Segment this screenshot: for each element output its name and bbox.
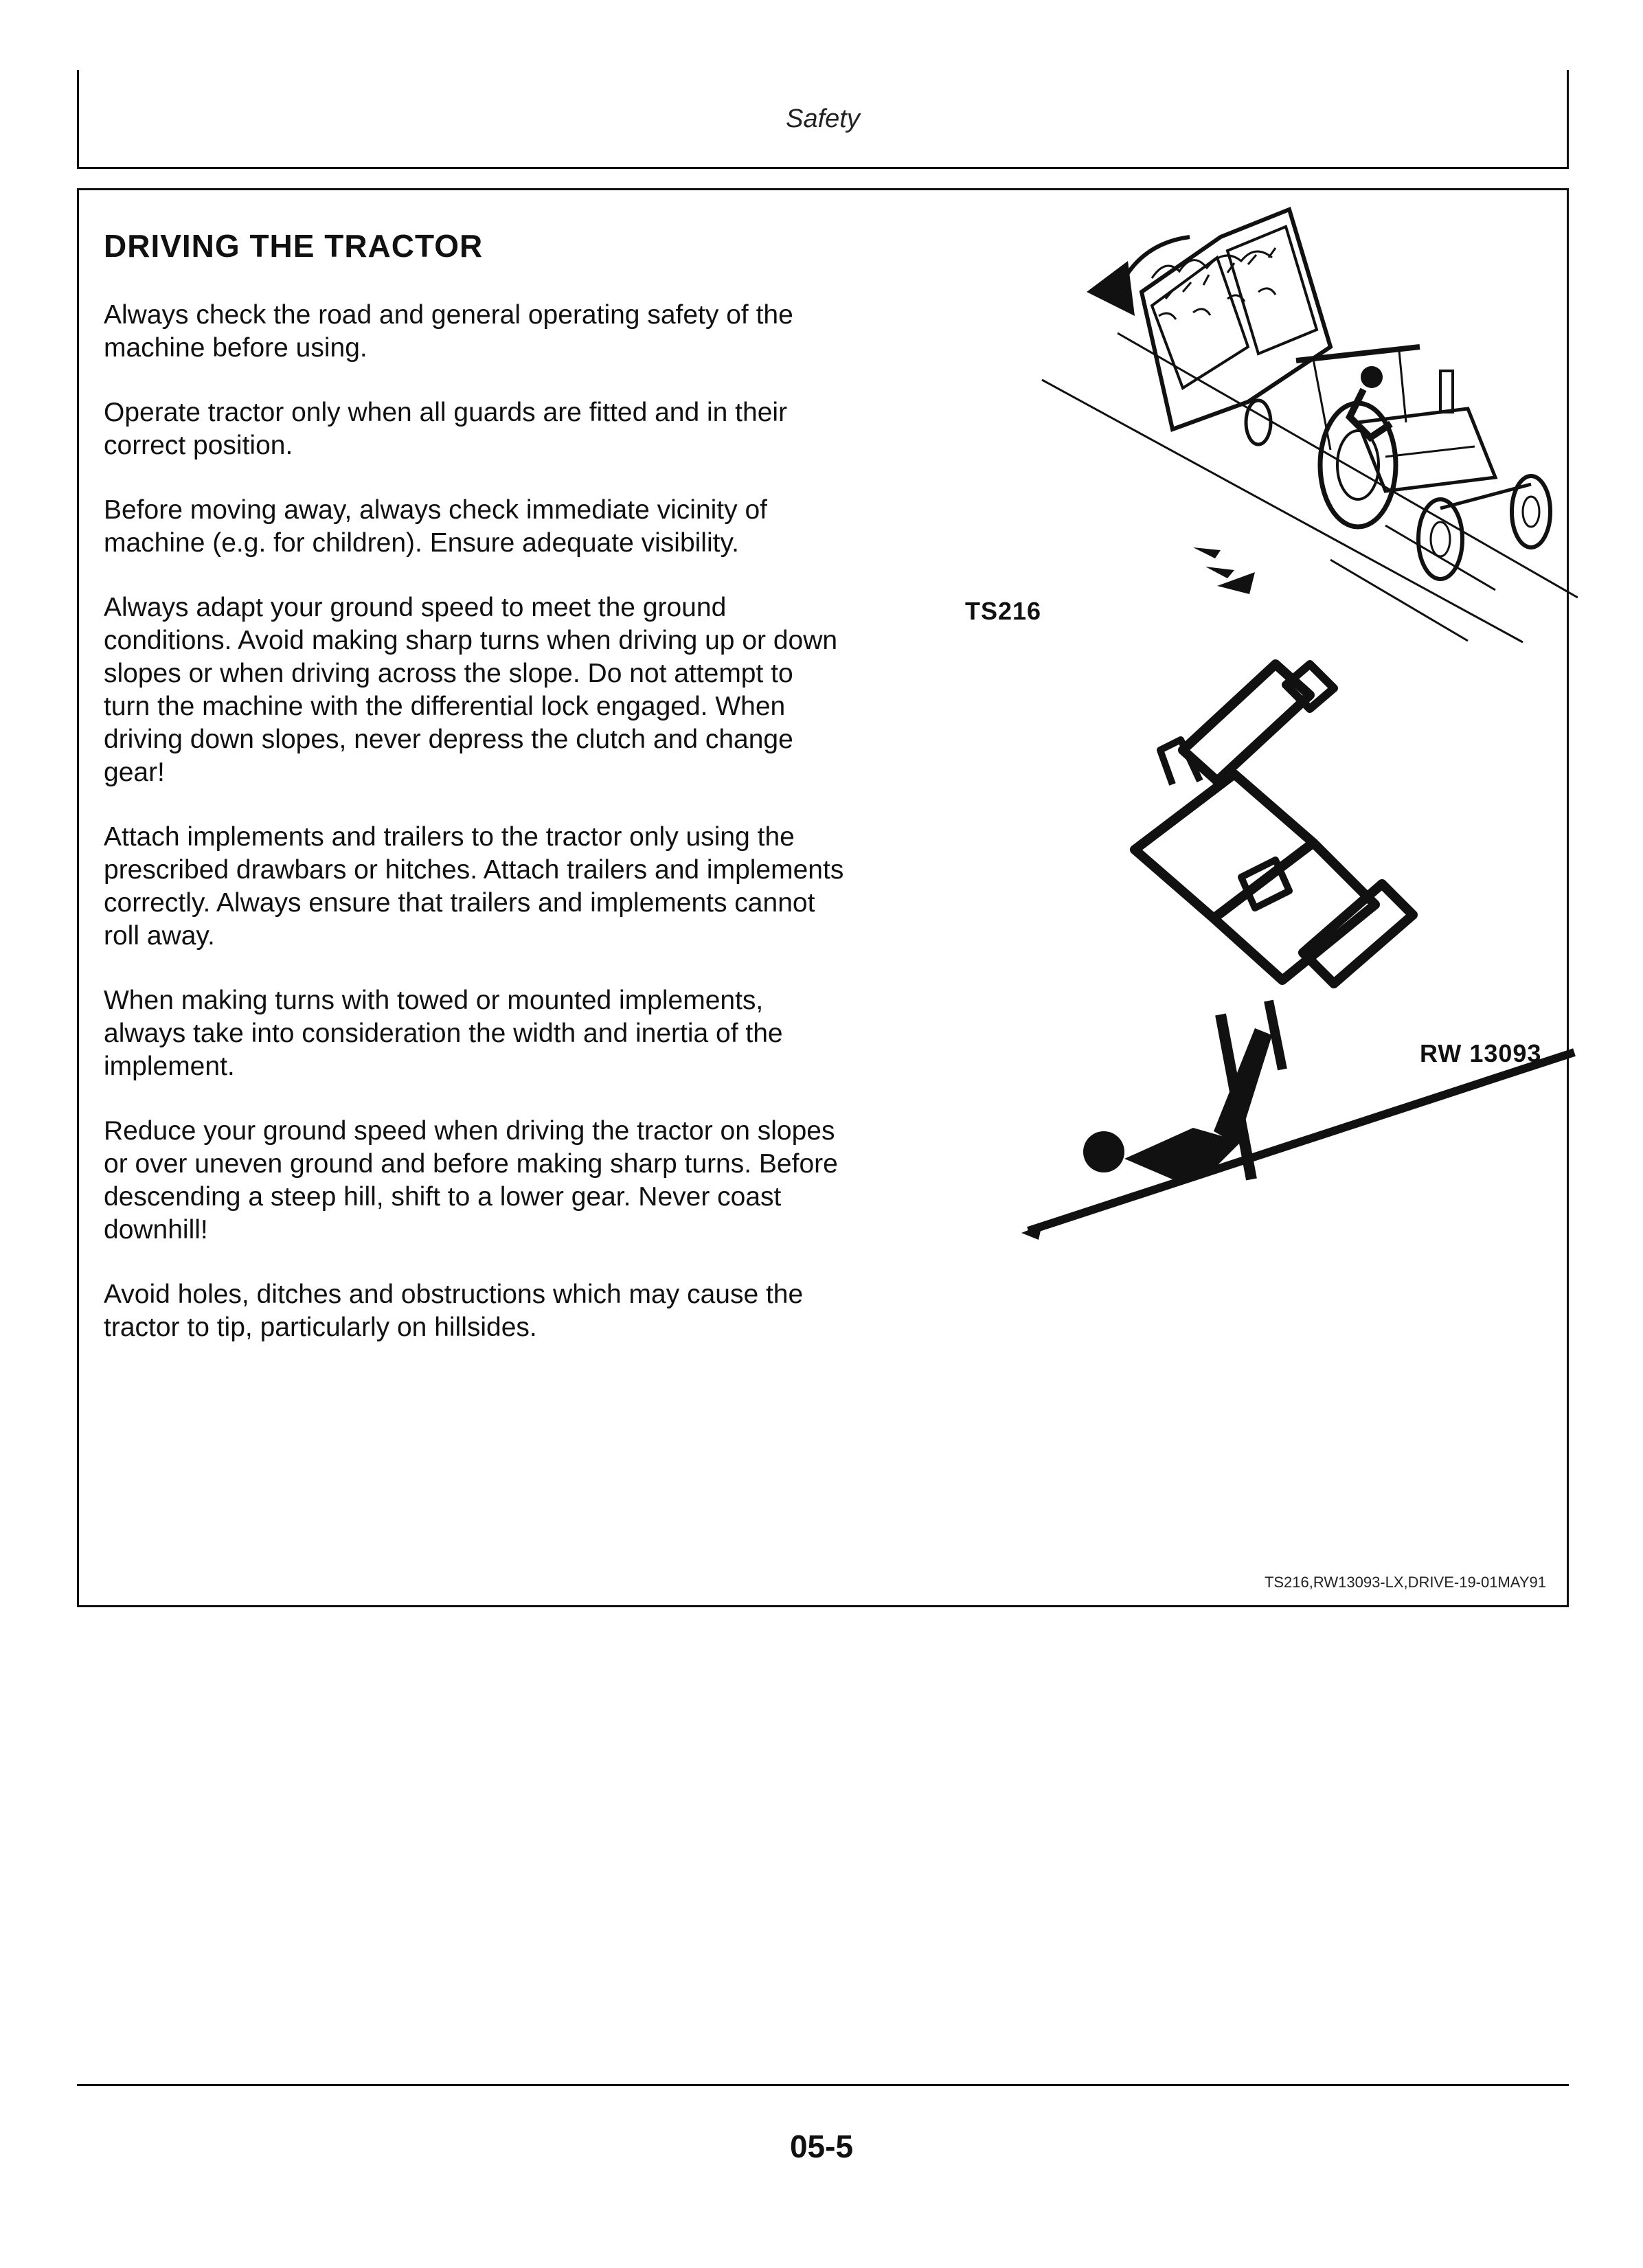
tractor-rollover-slope-illustration xyxy=(1015,657,1598,1248)
paragraph: Always adapt your ground speed to meet the ground conditions. Avoid making sharp turns when driving up or down slopes or when driving across the slope. Do not attempt to turn the machine with the differential lock engaged. When driving down slopes, never depress the clutch and change gear! xyxy=(104,593,838,787)
paragraph: Avoid holes, ditches and obstructions which may cause the tractor to tip, particularly on hillsides. xyxy=(104,1280,804,1342)
paragraph: Operate tractor only when all guards are fitted and in their correct position. xyxy=(104,398,788,460)
paragraph: Always check the road and general operating safety of the machine before using. xyxy=(104,300,793,363)
footer-divider xyxy=(77,2084,1569,2086)
page-number: 05-5 xyxy=(789,2129,854,2164)
figure-label: RW 13093 xyxy=(1420,1039,1542,1067)
paragraph: Before moving away, always check immediate vicinity of machine (e.g. for children). Ensure adequate visibility. xyxy=(104,495,767,558)
paragraph: Attach implements and trailers to the tractor only using the prescribed drawbars or hitches. Attach trailers and implements correctly. Always ensure that trailers and implements cannot roll away. xyxy=(104,822,844,951)
section-label: Safety xyxy=(786,104,860,133)
paragraph: Reduce your ground speed when driving the tractor on slopes or over uneven ground and before making sharp turns. Before descending a steep hill, shift to a lower gear. Never coast downhill! xyxy=(104,1116,838,1245)
reference-code: TS216,RW13093-LX,DRIVE-19-01MAY91 xyxy=(1264,1574,1546,1591)
figure-label: TS216 xyxy=(965,597,1042,625)
content-panel xyxy=(77,188,1569,1607)
page-header xyxy=(77,70,1569,169)
article-title: DRIVING THE TRACTOR xyxy=(104,228,484,264)
article-body xyxy=(104,299,846,1376)
paragraph: When making turns with towed or mounted implements, always take into consideration the width and inertia of the implement. xyxy=(104,986,783,1081)
